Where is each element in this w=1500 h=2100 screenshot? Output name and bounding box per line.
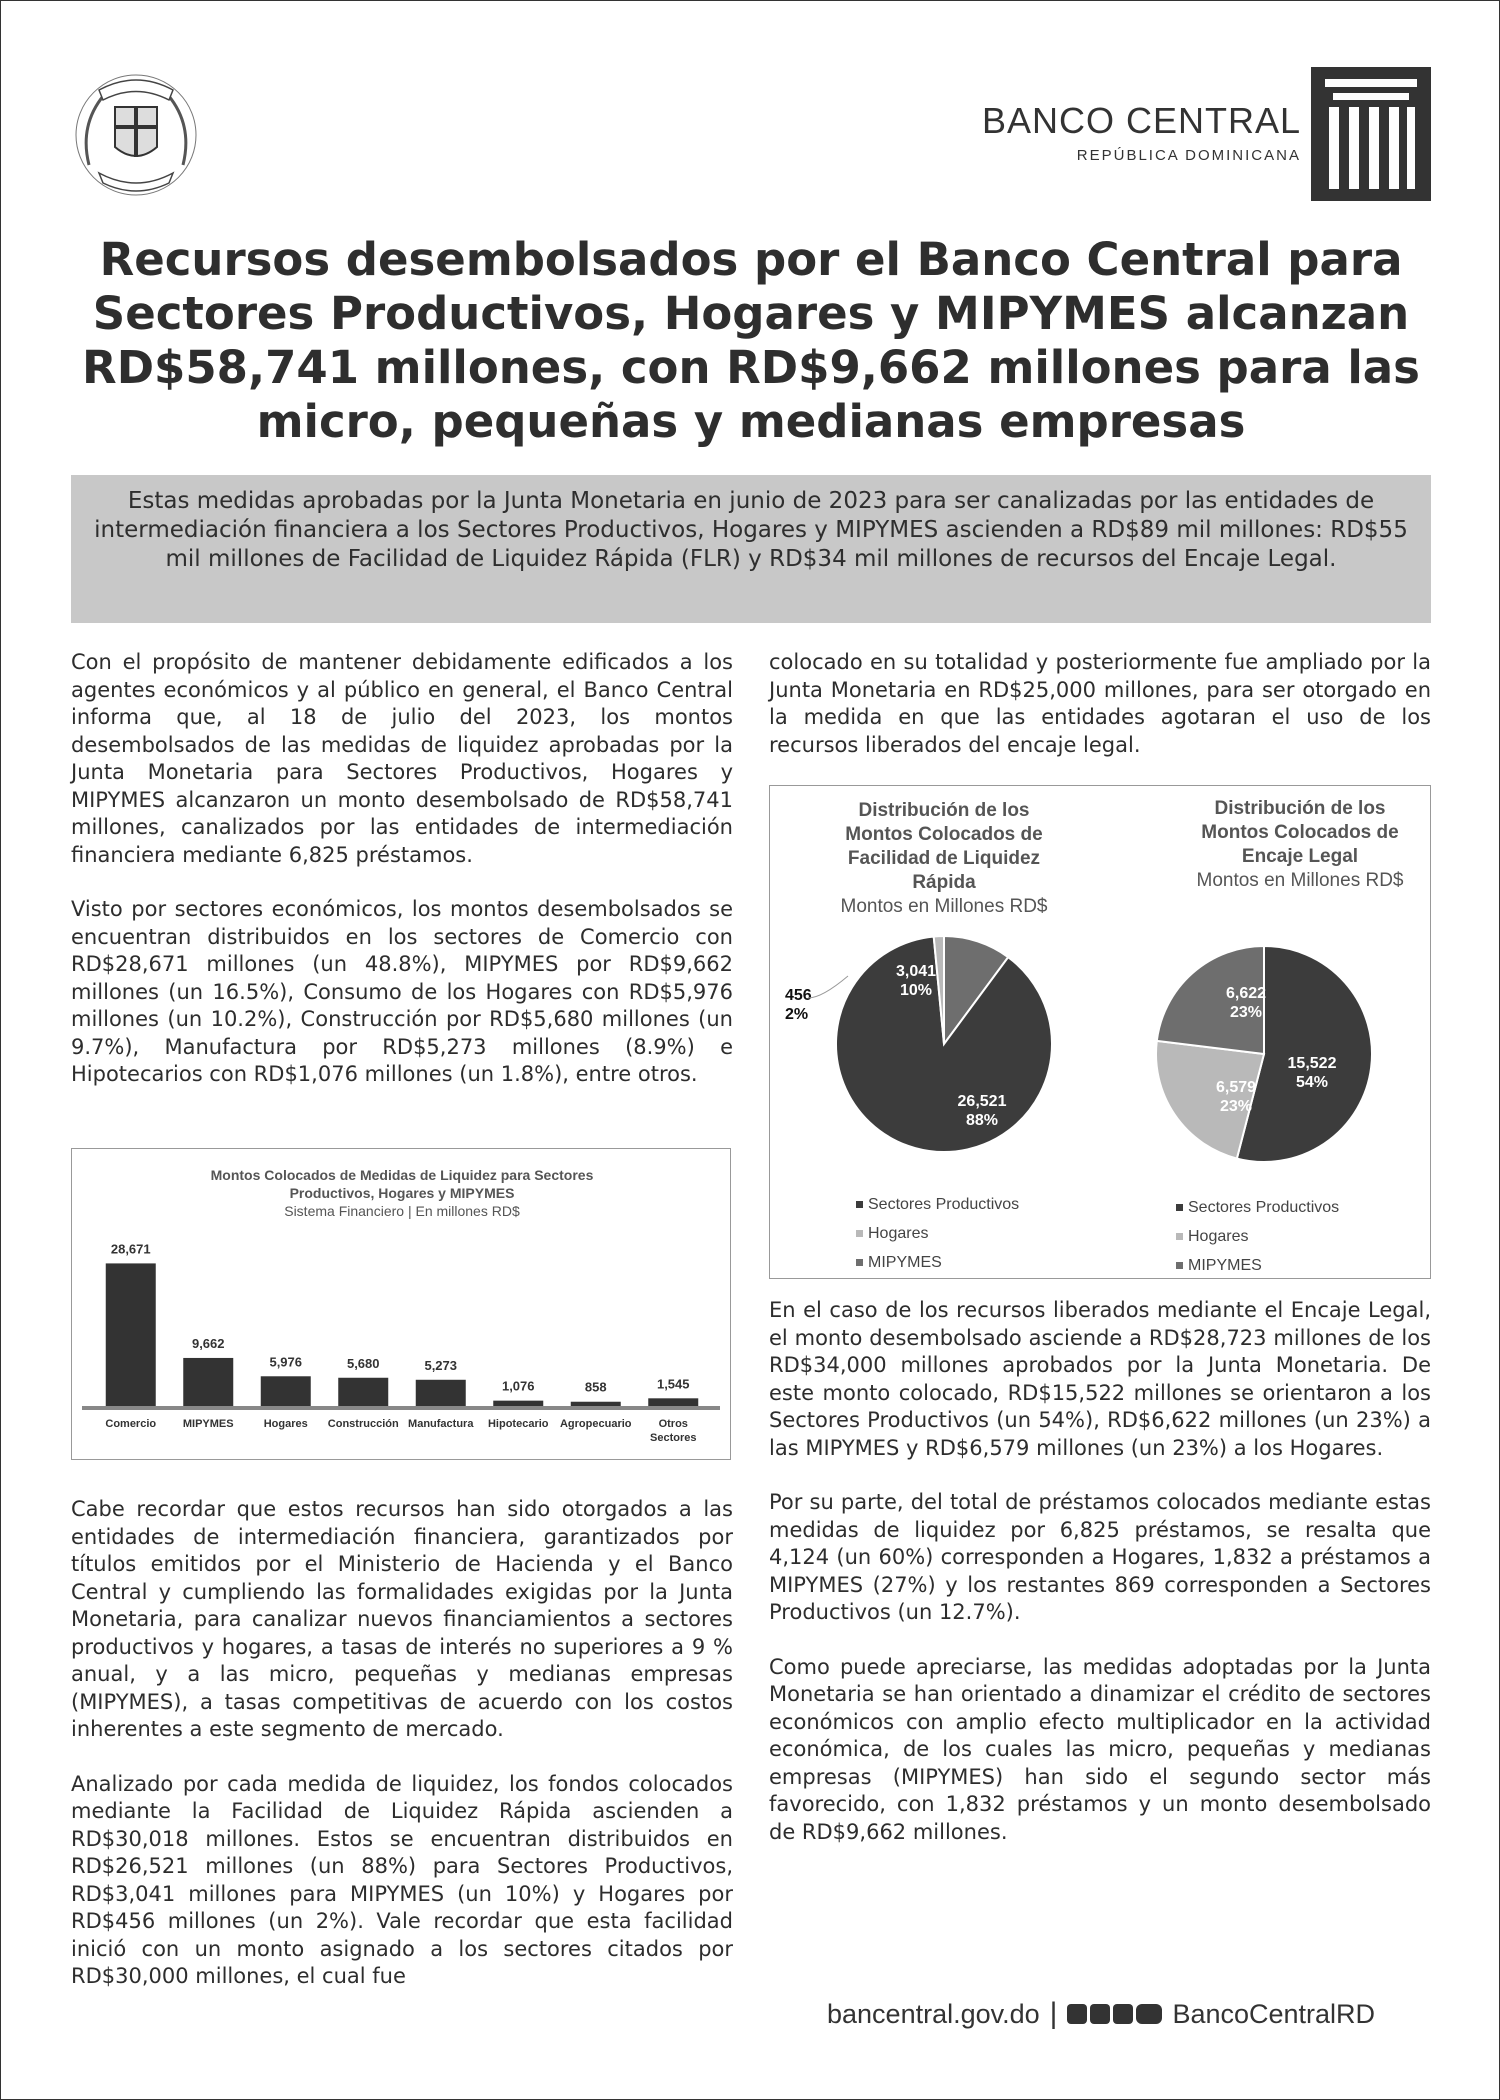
twitter-icon[interactable] (1067, 2004, 1087, 2024)
pie1-title-line2: Montos Colocados de (845, 824, 1043, 845)
column-left-top (71, 649, 733, 1116)
bar-category-label: Hogares (263, 1418, 308, 1430)
paragraph-intro: Con el propósito de mantener debidamente edificados a los agentes económicos y al público en general, el Banco Central informa que, al 18 de julio del 2023, los montos desembolsados de las medidas de liquidez aprobadas por la Junta Monetaria para Sectores Productivos, Hogares y MIPYMES alcanzaron un monto desembolsado de RD$58,741 millones, canalizados por las entidades de intermediación financiera mediante 6,825 préstamos. (71, 650, 733, 867)
pie-value-label: 6,622 (1225, 985, 1267, 1002)
bar-category-label: Construcción (327, 1418, 399, 1430)
pie1-title-line4: Rápida (912, 872, 976, 893)
social-handle[interactable]: BancoCentralRD (1172, 1998, 1376, 2029)
pie1-leader-line (808, 976, 848, 998)
bar-chart-title-line1: Montos Colocados de Medidas de Liquidez para Sectores (210, 1167, 594, 1183)
pie-pct-label: 23% (1229, 1004, 1263, 1021)
summary-box: Estas medidas aprobadas por la Junta Monetaria en junio de 2023 para ser canalizadas por las entidades de intermediación financiera a los Sectores Productivos, Hogares y MIPYMES ascienden a RD$89 mil millones: RD$55 mil millones de Facilidad de Liquidez Rápida (FLR) y RD$34 mil millones de recursos del Encaje Legal. (71, 475, 1431, 623)
bar-chart-subtitle: Sistema Financiero | En millones RD$ (284, 1203, 520, 1219)
paragraph-sectors: Visto por sectores económicos, los montos desembolsados se encuentran distribuidos en los sectores de Comercio con RD$28,671 millones (un 48.8%), MIPYMES por RD$9,662 millones (un 16.5%), Consumo de los Hogares con RD$5,976 millones (un 10.2%), Construcción por RD$5,680 millones (un 9.7%), Manufactura por RD$5,273 millones (8.9%) e Hipotecarios con RD$1,076 millones (un 1.8%), entre otros. (71, 897, 733, 1086)
legend-label: Hogares (868, 1225, 929, 1242)
footer (827, 1997, 1375, 2031)
pie-pct-label: 23% (1219, 1098, 1253, 1115)
pie1-subtitle: Montos en Millones RD$ (840, 896, 1048, 917)
footer-separator: | (1049, 1997, 1058, 2030)
pie2-title-line1: Distribución de los (1214, 798, 1386, 819)
website-link[interactable]: bancentral.gov.do (827, 1998, 1040, 2029)
pie-pct-label: 54% (1295, 1074, 1329, 1091)
bar-category-label: Sectores (650, 1432, 697, 1444)
bar-7 (648, 1398, 698, 1406)
bank-logo-icon (1311, 67, 1431, 201)
pie-pct-label: 2% (785, 1006, 809, 1023)
bar-category-label: Agropecuario (559, 1418, 632, 1430)
bar-category-label: Otros (658, 1418, 688, 1430)
brand-block (982, 101, 1301, 164)
column-left-bottom (71, 1496, 733, 2018)
bar-0 (106, 1263, 156, 1406)
pie-value-label: 456 (785, 987, 812, 1004)
pie1-title-line1: Distribución de los (858, 800, 1030, 821)
legend-swatch (1176, 1262, 1183, 1269)
bar-value-label: 858 (584, 1379, 607, 1395)
legend-label: MIPYMES (1188, 1257, 1262, 1274)
bar-category-label: Manufactura (408, 1418, 474, 1430)
legend-label: Sectores Productivos (1188, 1199, 1340, 1216)
legend-swatch (856, 1201, 863, 1208)
bar-1 (183, 1358, 233, 1406)
social-icons (1067, 2004, 1162, 2024)
pie-charts-box (769, 785, 1431, 1279)
bar-value-label: 5,680 (346, 1355, 380, 1371)
paragraph-flr: Analizado por cada medida de liquidez, los fondos colocados mediante la Facilidad de Liquidez Rápida ascienden a RD$30,018 millones. Estos se encuentran distribuidos en RD$26,521 millones (un 88%) para Sectores Productivos, RD$3,041 millones para MIPYMES (un 10%) y Hogares por RD$456 millones (un 2%). Vale recordar que esta facilidad inició con un monto asignado a los sectores citados por RD$30,000 millones, el cual fue (71, 1771, 733, 1988)
bar-chart (72, 1149, 730, 1459)
bar-value-label: 5,273 (424, 1357, 458, 1373)
legend-swatch (856, 1259, 863, 1266)
bar-value-label: 1,545 (656, 1376, 690, 1392)
headline: Recursos desembolsados por el Banco Central para Sectores Productivos, Hogares y MIPYMES alcanzan RD$58,741 millones, con RD$9,662 millones para las micro, pequeñas y medianas empresas (82, 233, 1420, 448)
pie-value-label: 26,521 (957, 1093, 1007, 1110)
column-right-top (769, 649, 1431, 786)
brand-subtitle: REPÚBLICA DOMINICANA (1076, 147, 1301, 164)
pie2-title-line2: Montos Colocados de (1201, 822, 1399, 843)
bar-category-label: Comercio (105, 1418, 157, 1430)
bar-5 (493, 1401, 543, 1406)
legend-swatch (856, 1230, 863, 1237)
instagram-icon[interactable] (1113, 2004, 1133, 2024)
paragraph-encaje: En el caso de los recursos liberados mediante el Encaje Legal, el monto desembolsado asciende a RD$28,723 millones de los RD$34,000 millones aprobados por la Junta Monetaria. De este monto colocado, RD$15,522 millones se orientaron a los Sectores Productivos (un 54%), RD$6,622 millones (un 23%) a las MIPYMES y RD$6,579 millones (un 23%) a los Hogares. (769, 1298, 1431, 1460)
facebook-icon[interactable] (1090, 2004, 1110, 2024)
pie1-title-line3: Facilidad de Liquidez (847, 848, 1041, 869)
brand-name: BANCO CENTRAL (981, 100, 1301, 141)
pie-value-label: 15,522 (1287, 1055, 1337, 1072)
youtube-icon[interactable] (1136, 2004, 1162, 2024)
bar-4 (416, 1380, 466, 1406)
bar-value-label: 1,076 (501, 1378, 535, 1394)
bar-3 (338, 1378, 388, 1406)
paragraph-loans: Por su parte, del total de préstamos colocados mediante estas medidas de liquidez por 6,825 préstamos, se resalta que 4,124 (un 60%) corresponden a Hogares, 1,832 a préstamos a MIPYMES (27%) y los restantes 869 corresponden a Sectores Productivos (un 12.7%). (769, 1490, 1431, 1624)
legend-label: Sectores Productivos (868, 1196, 1020, 1213)
paragraph-flr-continued: colocado en su totalidad y posteriormente fue ampliado por la Junta Monetaria en RD$25,000 millones, para ser otorgado en la medida en que las entidades agotaran el uso de los recursos liberados del encaje legal. (769, 650, 1431, 757)
column-right-bottom (769, 1297, 1431, 1873)
pie-pct-label: 88% (965, 1112, 999, 1129)
bar-6 (571, 1402, 621, 1406)
pie-charts (770, 786, 1430, 1278)
legend-label: Hogares (1188, 1228, 1249, 1245)
pie-value-label: 6,579 (1215, 1079, 1257, 1096)
paragraph-guarantees: Cabe recordar que estos recursos han sido otorgados a las entidades de intermediación financiera, garantizados por títulos emitidos por el Ministerio de Hacienda y el Banco Central y cumpliendo las formalidades exigidas por la Junta Monetaria, para canalizar nuevos financiamientos a sectores productivos y hogares, a tasas de interés no superiores a 9 % anual, y a las micro, pequeñas y medianas empresas (MIPYMES), a tasas competitivas de acuerdo con los costos inherentes a este segmento de mercado. (71, 1497, 733, 1741)
pie-value-label: 3,041 (895, 963, 937, 980)
bar-value-label: 9,662 (191, 1335, 225, 1351)
legend-swatch (1176, 1204, 1183, 1211)
bar-chart-title-line2: Productivos, Hogares y MIPYMES (289, 1185, 515, 1201)
bar-category-label: MIPYMES (182, 1418, 234, 1430)
pie2-title-line3: Encaje Legal (1241, 846, 1359, 867)
bar-value-label: 28,671 (110, 1241, 151, 1257)
bar-2 (261, 1376, 311, 1406)
paragraph-conclusion: Como puede apreciarse, las medidas adoptadas por la Junta Monetaria se han orientado a dinamizar el crédito de sectores económicos con amplio efecto multiplicador en la actividad económica, de los cuales las micro, pequeñas y medianas empresas (MIPYMES) han sido el segundo sector más favorecido, con 1,832 préstamos y un monto desembolsado de RD$9,662 millones. (769, 1654, 1431, 1844)
legend-swatch (1176, 1233, 1183, 1240)
pie-pct-label: 10% (899, 982, 933, 999)
legend-label: MIPYMES (868, 1254, 942, 1271)
pie2-subtitle: Montos en Millones RD$ (1196, 870, 1404, 891)
bar-chart-box (71, 1148, 731, 1460)
bar-category-label: Hipotecario (487, 1418, 549, 1430)
national-seal-icon (69, 65, 204, 200)
bar-value-label: 5,976 (269, 1354, 303, 1370)
